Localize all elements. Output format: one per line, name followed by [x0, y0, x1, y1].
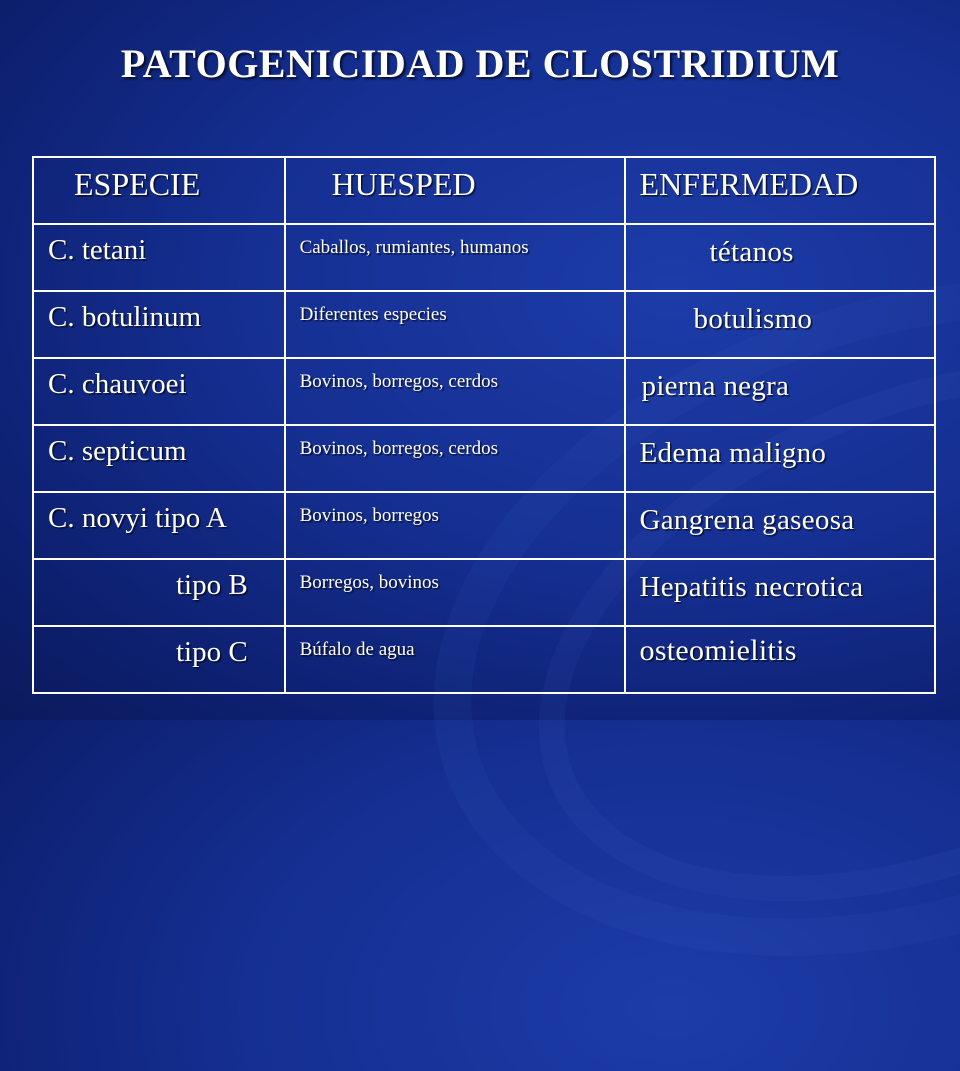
- table-row: [33, 425, 935, 492]
- table-row: [33, 559, 935, 626]
- cell-especie: C. tetani: [33, 224, 285, 291]
- cell-enfermedad: tétanos: [625, 224, 935, 291]
- cell-enfermedad: Hepatitis necrotica: [625, 559, 935, 626]
- table-row: [33, 224, 935, 291]
- cell-especie: C. botulinum: [33, 291, 285, 358]
- cell-huesped: Borregos, bovinos: [285, 559, 625, 626]
- cell-enfermedad: osteomielitis: [625, 626, 935, 693]
- cell-enfermedad: Edema maligno: [625, 425, 935, 492]
- table-row: [33, 492, 935, 559]
- header-especie: ESPECIE: [33, 157, 285, 224]
- cell-especie: C. septicum: [33, 425, 285, 492]
- table-row: [33, 358, 935, 425]
- cell-especie: tipo B: [33, 559, 285, 626]
- cell-especie: tipo C: [33, 626, 285, 693]
- table-row: [33, 626, 935, 693]
- cell-enfermedad: botulismo: [625, 291, 935, 358]
- cell-especie: C. novyi tipo A: [33, 492, 285, 559]
- pathogenicity-table: [32, 156, 936, 694]
- header-huesped: HUESPED: [285, 157, 625, 224]
- table-row: [33, 291, 935, 358]
- table-header-row: [33, 157, 935, 224]
- slide-title: PATOGENICIDAD DE CLOSTRIDIUM: [120, 41, 840, 86]
- cell-huesped: Búfalo de agua: [285, 626, 625, 693]
- cell-huesped: Diferentes especies: [285, 291, 625, 358]
- cell-huesped: Bovinos, borregos: [285, 492, 625, 559]
- cell-huesped: Bovinos, borregos, cerdos: [285, 425, 625, 492]
- cell-especie: C. chauvoei: [33, 358, 285, 425]
- cell-huesped: Caballos, rumiantes, humanos: [285, 224, 625, 291]
- cell-enfermedad: pierna negra: [625, 358, 935, 425]
- header-enfermedad: ENFERMEDAD: [625, 157, 935, 224]
- cell-enfermedad: Gangrena gaseosa: [625, 492, 935, 559]
- cell-huesped: Bovinos, borregos, cerdos: [285, 358, 625, 425]
